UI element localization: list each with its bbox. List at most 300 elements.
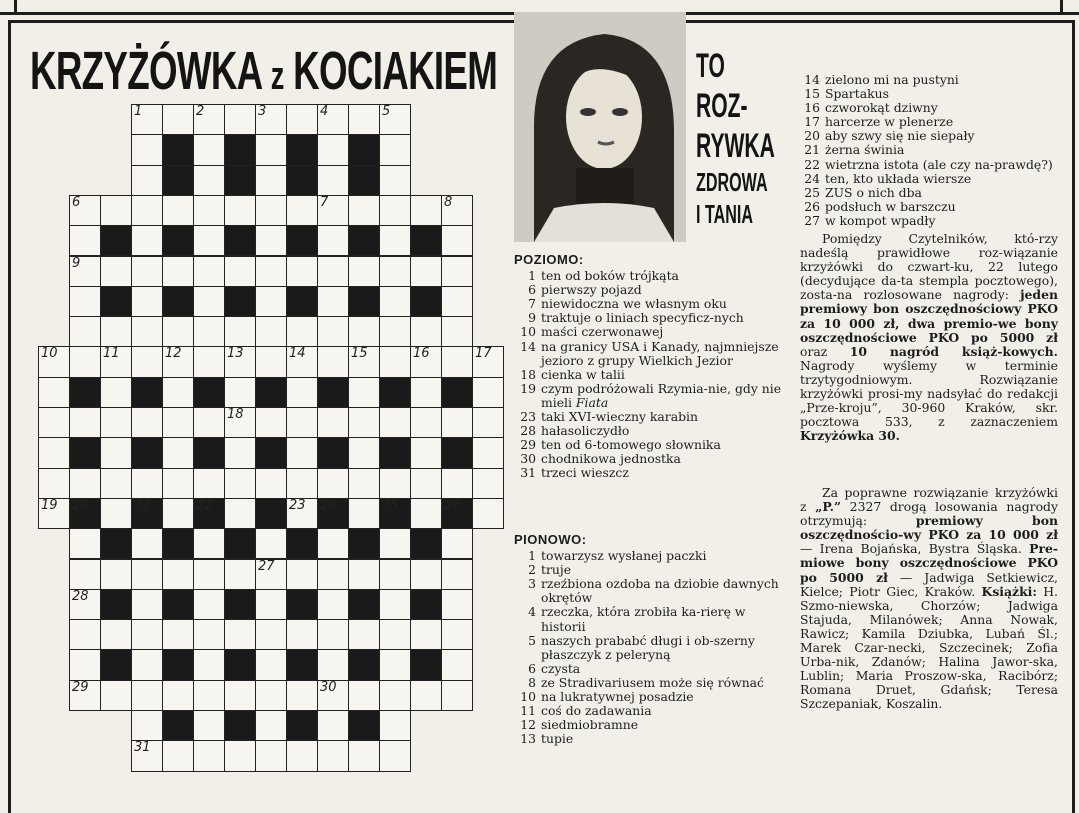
grid-cell[interactable] (286, 619, 318, 650)
grid-cell[interactable] (317, 740, 349, 771)
grid-cell[interactable] (379, 407, 411, 438)
winners-prize-2: Pre-miowe bony oszczędnościowe PKO po 5000 zł (800, 541, 1058, 585)
grid-block (162, 528, 194, 559)
grid-cell[interactable] (224, 619, 256, 650)
grid-cell[interactable] (69, 619, 101, 650)
grid-cell[interactable] (286, 407, 318, 438)
grid-cell[interactable] (379, 195, 411, 226)
clue-number: 18 (520, 366, 536, 382)
grid-cell[interactable] (379, 104, 411, 135)
grid-block (162, 589, 194, 620)
grid-cell[interactable] (410, 498, 442, 529)
grid-cell[interactable] (255, 559, 287, 590)
grid-cell[interactable] (286, 104, 318, 135)
cell-number: 26 (444, 497, 461, 513)
grid-cell[interactable] (255, 256, 287, 287)
grid-cell[interactable] (162, 559, 194, 590)
grid-cell[interactable] (348, 316, 380, 347)
grid-cell[interactable] (441, 468, 473, 499)
grid-cell[interactable] (255, 649, 287, 680)
grid-cell[interactable] (255, 740, 287, 771)
grid-block (162, 165, 194, 196)
down-clue (514, 690, 792, 704)
grid-cell[interactable] (193, 346, 225, 377)
grid-cell[interactable] (410, 316, 442, 347)
clue-text: czym podróżowali Rzymia-nie, gdy nie mieli Fiata (541, 380, 782, 410)
grid-block (410, 589, 442, 620)
grid-cell[interactable] (131, 528, 163, 559)
grid-cell[interactable] (348, 346, 380, 377)
grid-cell[interactable] (131, 316, 163, 347)
clue-text: ze Stradivariusem może się równać (541, 674, 765, 690)
grid-cell[interactable] (69, 528, 101, 559)
grid-cell[interactable] (441, 256, 473, 287)
grid-cell[interactable] (317, 346, 349, 377)
cell-number: 29 (72, 679, 89, 695)
grid-cell[interactable] (162, 740, 194, 771)
winners-issue: „P.” (815, 499, 842, 515)
clue-text: niewidoczna we własnym oku (541, 296, 727, 312)
grid-cell[interactable] (162, 680, 194, 711)
down-clue (514, 605, 792, 633)
grid-block (286, 649, 318, 680)
grid-cell[interactable] (472, 437, 504, 468)
contest-text-3: Nagrody wyślemy w terminie trzytygodniowym. Rozwiązanie krzyżówki prosi-my nadsyłać do redakcji „Prze-kroju”, 30-960 Kraków, skr. pocztowa 533, z zaznaczeniem (800, 357, 1058, 430)
clue-text: na lukratywnej posadzie (541, 689, 694, 705)
grid-cell[interactable] (379, 165, 411, 196)
down-clue (798, 101, 1060, 115)
clue-number: 22 (804, 156, 820, 172)
clue-number: 5 (528, 632, 536, 648)
grid-cell[interactable] (410, 377, 442, 408)
clue-text: harcerze w plenerze (825, 114, 954, 130)
grid-cell[interactable] (472, 498, 504, 529)
grid-cell[interactable] (348, 256, 380, 287)
grid-cell[interactable] (410, 195, 442, 226)
grid-cell[interactable] (441, 316, 473, 347)
down-clue (514, 732, 792, 746)
grid-cell[interactable] (348, 377, 380, 408)
grid-cell[interactable] (224, 316, 256, 347)
grid-cell[interactable] (162, 437, 194, 468)
grid-cell[interactable] (379, 559, 411, 590)
down-clue (514, 634, 792, 662)
winners-info (800, 486, 1058, 712)
contest-text-1: Pomiędzy Czytelników, któ-rzy nadeślą prawidłowe roz-wiązanie krzyżówki do czwart-ku, 22 lutego (decydujące da-ta stempla pocztowego), zosta-na rozlosowane nagrody: (800, 231, 1058, 303)
grid-cell[interactable] (100, 680, 132, 711)
grid-cell[interactable] (100, 619, 132, 650)
clue-number: 9 (528, 310, 536, 326)
grid-cell[interactable] (193, 589, 225, 620)
grid-cell[interactable] (286, 498, 318, 529)
grid-cell[interactable] (317, 559, 349, 590)
cell-number: 22 (196, 497, 213, 513)
across-clue (514, 340, 792, 368)
grid-cell[interactable] (286, 316, 318, 347)
grid-cell[interactable] (162, 619, 194, 650)
grid-cell[interactable] (224, 559, 256, 590)
winners-text-5: H. Szmo-niewska, Chorzów; Jadwiga Stajuda, Milanówek; Anna Nowak, Rawicz; Kamila Dziubka, Lubań Śl.; Marek Czar-necki, Szczecinek; Zofia Urba-nik, Zdanów; Halina Jawor-ska, Lublin; Maria Proszow-ska, Racibórz; Romana Druet, Gdańsk; Teresa Szczepaniak, Koszalin. (800, 583, 1058, 712)
grid-cell[interactable] (69, 589, 101, 620)
grid-cell[interactable] (379, 134, 411, 165)
grid-cell[interactable] (193, 619, 225, 650)
grid-cell[interactable] (162, 316, 194, 347)
grid-cell[interactable] (131, 468, 163, 499)
grid-cell[interactable] (441, 589, 473, 620)
clue-text: żerna świnia (825, 142, 905, 158)
grid-cell[interactable] (224, 498, 256, 529)
grid-cell[interactable] (379, 740, 411, 771)
grid-cell[interactable] (410, 256, 442, 287)
grid-cell[interactable] (100, 256, 132, 287)
grid-cell[interactable] (162, 195, 194, 226)
clue-number: 25 (804, 184, 820, 200)
grid-cell[interactable] (379, 468, 411, 499)
grid-cell[interactable] (193, 195, 225, 226)
grid-block (100, 528, 132, 559)
cell-number: 13 (227, 346, 244, 362)
grid-cell[interactable] (255, 589, 287, 620)
grid-cell[interactable] (131, 195, 163, 226)
grid-cell[interactable] (100, 498, 132, 529)
grid-cell[interactable] (317, 407, 349, 438)
grid-cell[interactable] (410, 619, 442, 650)
grid-cell[interactable] (131, 740, 163, 771)
grid-cell[interactable] (38, 407, 70, 438)
grid-cell[interactable] (317, 528, 349, 559)
grid-cell[interactable] (410, 407, 442, 438)
grid-cell[interactable] (255, 225, 287, 256)
grid-cell[interactable] (441, 680, 473, 711)
grid-cell[interactable] (317, 134, 349, 165)
grid-cell[interactable] (379, 619, 411, 650)
grid-cell[interactable] (441, 407, 473, 438)
winners-text-4: — Jadwiga Setkiewicz, Kielce; Piotr Giec, Kraków. (800, 569, 1058, 599)
grid-cell[interactable] (317, 468, 349, 499)
title-word-3: KOCIAKIEM (293, 41, 498, 101)
grid-cell[interactable] (162, 346, 194, 377)
grid-cell[interactable] (193, 740, 225, 771)
grid-cell[interactable] (317, 104, 349, 135)
grid-cell[interactable] (224, 468, 256, 499)
clues-down (514, 533, 792, 746)
grid-cell[interactable] (69, 225, 101, 256)
grid-cell[interactable] (410, 437, 442, 468)
grid-block (286, 165, 318, 196)
grid-cell[interactable] (317, 195, 349, 226)
grid-cell[interactable] (348, 680, 380, 711)
grid-cell[interactable] (100, 195, 132, 226)
grid-cell[interactable] (162, 104, 194, 135)
grid-cell[interactable] (193, 407, 225, 438)
grid-cell[interactable] (379, 256, 411, 287)
grid-cell[interactable] (224, 256, 256, 287)
grid-cell[interactable] (286, 680, 318, 711)
slogan (696, 46, 786, 230)
grid-cell[interactable] (224, 680, 256, 711)
grid-cell[interactable] (69, 346, 101, 377)
slogan-line-1: TO (696, 47, 725, 85)
grid-cell[interactable] (441, 528, 473, 559)
page-title (30, 41, 498, 102)
grid-block (69, 437, 101, 468)
grid-cell[interactable] (69, 286, 101, 317)
down-clue (514, 563, 792, 577)
grid-cell[interactable] (224, 377, 256, 408)
across-clue (514, 311, 792, 325)
down-clue (514, 718, 792, 732)
grid-cell[interactable] (317, 589, 349, 620)
grid-cell[interactable] (379, 528, 411, 559)
grid-cell[interactable] (286, 740, 318, 771)
grid-cell[interactable] (286, 437, 318, 468)
grid-cell[interactable] (286, 377, 318, 408)
grid-cell[interactable] (255, 528, 287, 559)
grid-cell[interactable] (69, 649, 101, 680)
grid-cell[interactable] (472, 407, 504, 438)
grid-cell[interactable] (379, 649, 411, 680)
contest-prize-2: 10 nagród książ-kowych. (849, 343, 1058, 359)
grid-cell[interactable] (224, 437, 256, 468)
grid-cell[interactable] (193, 710, 225, 741)
grid-cell[interactable] (441, 195, 473, 226)
grid-cell[interactable] (255, 316, 287, 347)
grid-cell[interactable] (131, 619, 163, 650)
clue-text: tupie (541, 731, 574, 747)
grid-cell[interactable] (348, 104, 380, 135)
cell-number: 12 (165, 346, 182, 362)
grid-cell[interactable] (193, 528, 225, 559)
across-clue (514, 283, 792, 297)
grid-cell[interactable] (255, 680, 287, 711)
grid-cell[interactable] (69, 468, 101, 499)
grid-cell[interactable] (286, 559, 318, 590)
grid-cell[interactable] (100, 468, 132, 499)
grid-cell[interactable] (193, 286, 225, 317)
grid-cell[interactable] (317, 165, 349, 196)
grid-cell[interactable] (131, 346, 163, 377)
grid-cell[interactable] (224, 346, 256, 377)
grid-cell[interactable] (379, 346, 411, 377)
grid-cell[interactable] (441, 649, 473, 680)
grid-cell[interactable] (317, 710, 349, 741)
grid-block (348, 225, 380, 256)
across-clue (514, 466, 792, 480)
grid-block (317, 377, 349, 408)
grid-cell[interactable] (38, 437, 70, 468)
grid-block (224, 286, 256, 317)
clue-text: wietrzna istota (ale czy na-prawdę?) (825, 156, 1053, 172)
grid-cell[interactable] (286, 256, 318, 287)
grid-cell[interactable] (193, 134, 225, 165)
grid-block (131, 437, 163, 468)
grid-cell[interactable] (38, 377, 70, 408)
grid-cell[interactable] (255, 710, 287, 741)
grid-cell[interactable] (348, 468, 380, 499)
grid-cell[interactable] (317, 225, 349, 256)
grid-cell[interactable] (162, 377, 194, 408)
grid-cell[interactable] (348, 559, 380, 590)
grid-block (286, 710, 318, 741)
grid-cell[interactable] (379, 316, 411, 347)
grid-cell[interactable] (255, 134, 287, 165)
grid-cell[interactable] (348, 407, 380, 438)
clue-text: trzeci wieszcz (541, 465, 629, 481)
grid-cell[interactable] (38, 468, 70, 499)
grid-cell[interactable] (379, 710, 411, 741)
grid-cell[interactable] (224, 195, 256, 226)
grid-block (255, 498, 287, 529)
grid-cell[interactable] (100, 377, 132, 408)
grid-cell[interactable] (193, 316, 225, 347)
grid-cell[interactable] (193, 104, 225, 135)
grid-block (441, 498, 473, 529)
grid-cell[interactable] (38, 498, 70, 529)
grid-cell[interactable] (162, 498, 194, 529)
grid-cell[interactable] (100, 407, 132, 438)
grid-cell[interactable] (131, 225, 163, 256)
clue-number: 10 (520, 324, 536, 340)
grid-cell[interactable] (255, 619, 287, 650)
grid-cell[interactable] (348, 498, 380, 529)
grid-cell[interactable] (131, 165, 163, 196)
grid-cell[interactable] (162, 468, 194, 499)
grid-cell[interactable] (131, 407, 163, 438)
clue-text: coś do zadawania (541, 703, 652, 719)
grid-cell[interactable] (379, 680, 411, 711)
grid-cell[interactable] (410, 559, 442, 590)
grid-cell[interactable] (317, 286, 349, 317)
grid-cell[interactable] (131, 104, 163, 135)
clue-number: 7 (528, 296, 536, 312)
grid-cell[interactable] (410, 680, 442, 711)
grid-cell[interactable] (255, 407, 287, 438)
clue-text: towarzysz wysłanej paczki (541, 548, 707, 564)
grid-cell[interactable] (410, 346, 442, 377)
grid-cell[interactable] (69, 256, 101, 287)
grid-block (348, 165, 380, 196)
grid-cell[interactable] (286, 468, 318, 499)
grid-cell[interactable] (472, 377, 504, 408)
grid-cell[interactable] (193, 165, 225, 196)
grid-cell[interactable] (193, 468, 225, 499)
grid-block (224, 710, 256, 741)
cell-number: 2 (196, 104, 205, 119)
clue-text: truje (541, 562, 572, 578)
down-clue (798, 87, 1060, 101)
grid-cell[interactable] (69, 680, 101, 711)
grid-cell[interactable] (69, 407, 101, 438)
grid-cell[interactable] (255, 468, 287, 499)
grid-cell[interactable] (224, 104, 256, 135)
grid-cell[interactable] (224, 407, 256, 438)
down-heading: PIONOWO: (514, 532, 587, 547)
winners-prize-3: Książki: (981, 583, 1037, 599)
grid-cell[interactable] (286, 346, 318, 377)
grid-cell[interactable] (348, 619, 380, 650)
grid-cell[interactable] (317, 649, 349, 680)
grid-cell[interactable] (100, 559, 132, 590)
grid-cell[interactable] (317, 316, 349, 347)
down-clue (798, 186, 1060, 200)
grid-cell[interactable] (131, 256, 163, 287)
grid-cell[interactable] (472, 346, 504, 377)
cell-number: 24 (320, 497, 337, 513)
grid-cell[interactable] (162, 256, 194, 287)
grid-cell[interactable] (255, 165, 287, 196)
grid-cell[interactable] (348, 195, 380, 226)
grid-cell[interactable] (131, 286, 163, 317)
grid-cell[interactable] (255, 104, 287, 135)
grid-cell[interactable] (193, 559, 225, 590)
grid-cell[interactable] (441, 286, 473, 317)
grid-cell[interactable] (379, 225, 411, 256)
clue-number: 27 (804, 212, 820, 228)
slogan-line-2: ROZ- (696, 87, 748, 125)
clue-text: naszych prababć długi i ob-szerny płaszczyk z peleryną (541, 632, 755, 662)
grid-cell[interactable] (317, 256, 349, 287)
grid-cell[interactable] (193, 225, 225, 256)
grid-cell[interactable] (100, 316, 132, 347)
grid-cell[interactable] (162, 407, 194, 438)
grid-cell[interactable] (131, 649, 163, 680)
grid-cell[interactable] (410, 468, 442, 499)
down-clue (514, 676, 792, 690)
grid-cell[interactable] (255, 195, 287, 226)
grid-cell[interactable] (348, 740, 380, 771)
grid-block (348, 286, 380, 317)
grid-cell[interactable] (131, 710, 163, 741)
grid-cell[interactable] (38, 346, 70, 377)
grid-cell[interactable] (193, 680, 225, 711)
grid-cell[interactable] (100, 437, 132, 468)
grid-cell[interactable] (255, 286, 287, 317)
grid-cell[interactable] (472, 468, 504, 499)
down-clue (514, 704, 792, 718)
contest-info (800, 232, 1058, 443)
grid-cell[interactable] (255, 346, 287, 377)
grid-cell[interactable] (317, 619, 349, 650)
grid-cell[interactable] (348, 437, 380, 468)
grid-cell[interactable] (441, 559, 473, 590)
grid-cell[interactable] (224, 740, 256, 771)
grid-cell[interactable] (193, 256, 225, 287)
clue-number: 29 (520, 437, 536, 453)
grid-cell[interactable] (441, 619, 473, 650)
grid-cell[interactable] (100, 346, 132, 377)
across-clue (514, 424, 792, 438)
grid-block (317, 437, 349, 468)
grid-cell[interactable] (317, 680, 349, 711)
clue-number: 11 (520, 703, 536, 719)
grid-cell[interactable] (441, 346, 473, 377)
grid-cell[interactable] (131, 680, 163, 711)
grid-cell[interactable] (69, 559, 101, 590)
grid-block (348, 528, 380, 559)
grid-cell[interactable] (69, 195, 101, 226)
grid-cell[interactable] (131, 134, 163, 165)
clue-number: 24 (804, 170, 820, 186)
grid-cell[interactable] (131, 589, 163, 620)
grid-block (224, 589, 256, 620)
grid-cell[interactable] (193, 649, 225, 680)
grid-cell[interactable] (69, 316, 101, 347)
grid-cell[interactable] (379, 286, 411, 317)
grid-cell[interactable] (286, 195, 318, 226)
grid-cell[interactable] (379, 589, 411, 620)
grid-cell[interactable] (131, 559, 163, 590)
grid-cell[interactable] (441, 225, 473, 256)
